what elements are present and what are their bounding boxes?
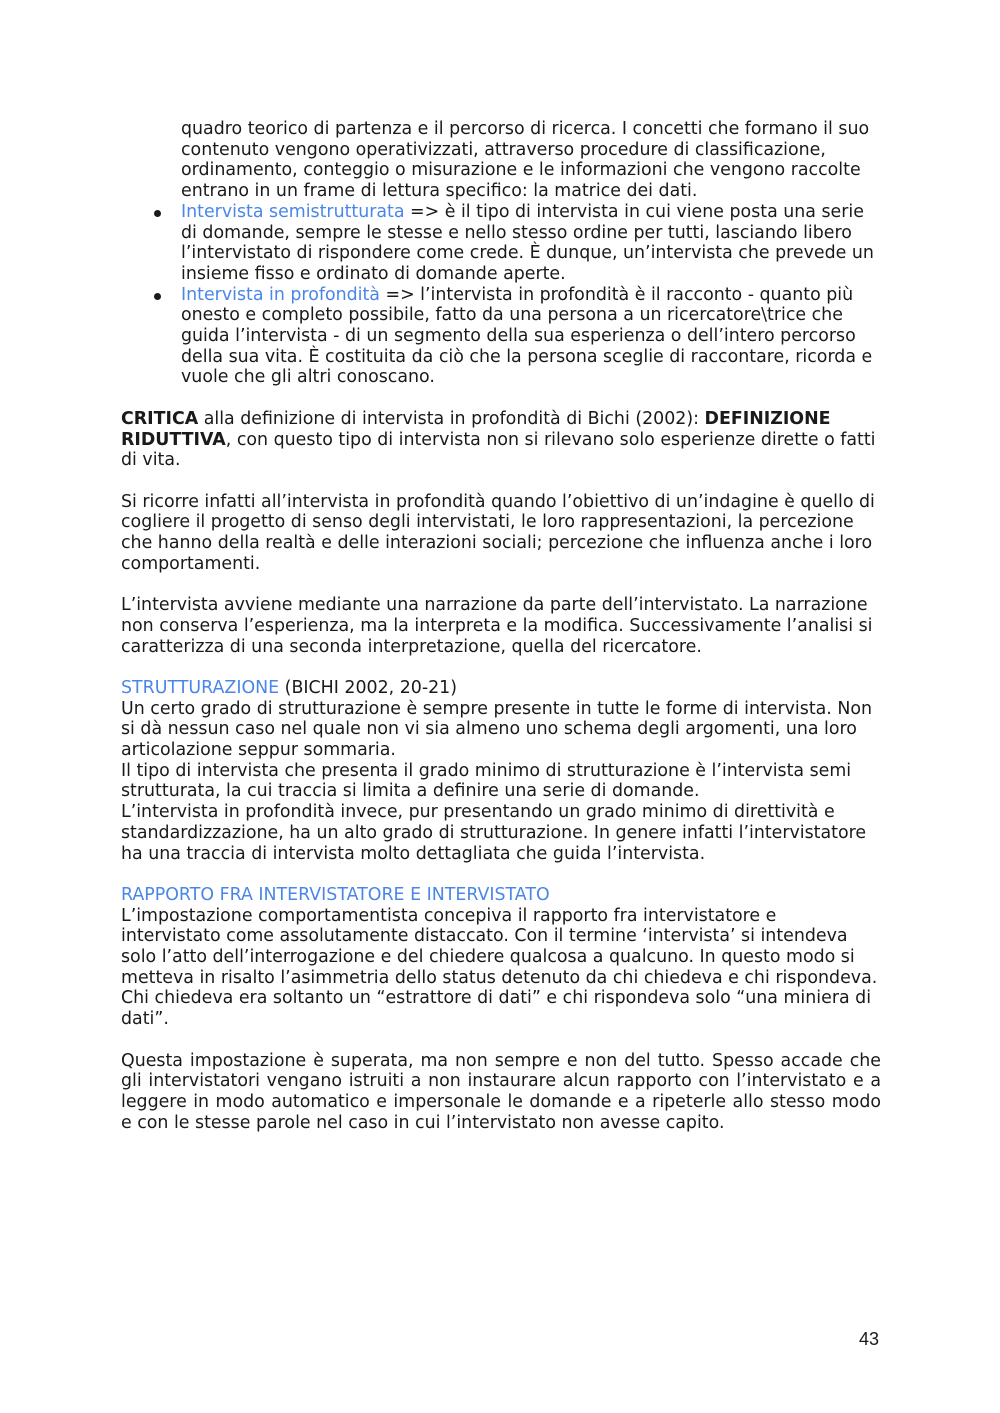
strutturazione-section [121, 678, 881, 864]
document-page [121, 119, 881, 1133]
rapporto-section [121, 885, 881, 1133]
critica-label: CRITICA [121, 408, 199, 429]
rapporto-heading: RAPPORTO FRA INTERVISTATORE E INTERVISTATO [121, 884, 550, 905]
definition-semistrutturata: => è il tipo di intervista in cui viene posta una serie di domande, sempre le stesse e nello stesso ordine per tutti, lasciando libero l’intervistato di rispondere come crede. È dunque, un’intervista che prevede un insieme fisso e ordinato di domande aperte. [181, 201, 874, 284]
strutturazione-heading-line [121, 678, 881, 699]
strutturazione-heading: STRUTTURAZIONE [121, 677, 280, 698]
critica-paragraph [121, 409, 881, 471]
term-semistrutturata: Intervista semistrutturata [181, 201, 405, 222]
critica-text-end: , con questo tipo di intervista non si rilevano solo esperienze dirette o fatti di vita. [121, 429, 876, 471]
strutturazione-paragraph: L’intervista in profondità invece, pur presentando un grado minimo di direttività e standardizzazione, ha un alto grado di strutturazione. In genere infatti l’intervistatore ha una traccia di intervista molto dettagliata che guida l’intervista. [121, 802, 867, 864]
bullet-continuation: quadro teorico di partenza e il percorso di ricerca. I concetti che formano il suo contenuto vengono operativizzati, attraverso procedure di classificazione, ordinamento, conteggio o misurazione e le informazioni che vengono raccolte entrano in un frame di lettura specifico: la matrice dei dati. [181, 119, 870, 202]
term-profondita: Intervista in profondità [181, 284, 380, 305]
definizione-riduttiva-label: DEFINIZIONE RIDUTTIVA [121, 408, 831, 450]
narrazione-paragraph: L’intervista avviene mediante una narrazione da parte dell’intervistato. La narrazione non conserva l’esperienza, ma la interpreta e la modifica. Successivamente l’analisi si caratterizza di una seconda interpretazione, quella del ricercatore. [121, 595, 873, 657]
definition-profondita: => l’intervista in profondità è il racconto - quanto più onesto e completo possibile, fatto da una persona a un ricercatore\trice che guida l’intervista - di un segmento della sua esperienza o dell’intero percorso della sua vita. È costituita da ciò che la persona sceglie di raccontare, ricorda e vuole che gli altri conoscano. [181, 284, 873, 388]
ricorre-paragraph: Si ricorre infatti all’intervista in profondità quando l’obiettivo di un’indagine è quello di cogliere il progetto di senso degli intervistati, le loro rappresentazioni, la percezione che hanno della realtà e delle interazioni sociali; percezione che influenza anche i loro comportamenti. [121, 491, 875, 574]
list-item [121, 285, 881, 389]
rapporto-paragraph: L’impostazione comportamentista concepiva il rapporto fra intervistatore e intervistato come assolutamente distaccato. Con il termine ‘intervista’ si intendeva solo l’atto dell’interrogazione e del chiedere qualcosa a qualcuno. In questo modo si metteva in risalto l’asimmetria dello status detenuto da chi chiedeva e chi rispondeva. Chi chiedeva era soltanto un “estrattore di dati” e chi rispondeva solo “una miniera di dati”. [121, 905, 878, 1030]
interview-types-list [121, 202, 881, 388]
list-item [121, 202, 881, 285]
critica-text: alla definizione di intervista in profondità di Bichi (2002): [198, 408, 705, 429]
page-number: 43 [858, 1329, 879, 1349]
strutturazione-reference: (BICHI 2002, 20-21) [279, 677, 458, 698]
strutturazione-paragraph: Il tipo di intervista che presenta il grado minimo di strutturazione è l’intervista semi strutturata, la cui traccia si limita a definire una serie di domande. [121, 760, 852, 802]
bullet-icon [154, 293, 161, 300]
bullet-icon [154, 210, 161, 217]
rapporto-paragraph: Questa impostazione è superata, ma non sempre e non del tutto. Spesso accade che gli intervistatori vengano istruiti a non instaurare alcun rapporto con l’intervistato e a leggere in modo automatico e impersonale le domande e a ripeterle allo stesso modo e con le stesse parole nel caso in cui l’intervistato non avesse capito. [121, 1050, 881, 1133]
strutturazione-paragraph: Un certo grado di strutturazione è sempre presente in tutte le forme di intervista. Non si dà nessun caso nel quale non vi sia almeno uno schema degli argomenti, una loro articolazione seppur sommaria. [121, 698, 873, 761]
